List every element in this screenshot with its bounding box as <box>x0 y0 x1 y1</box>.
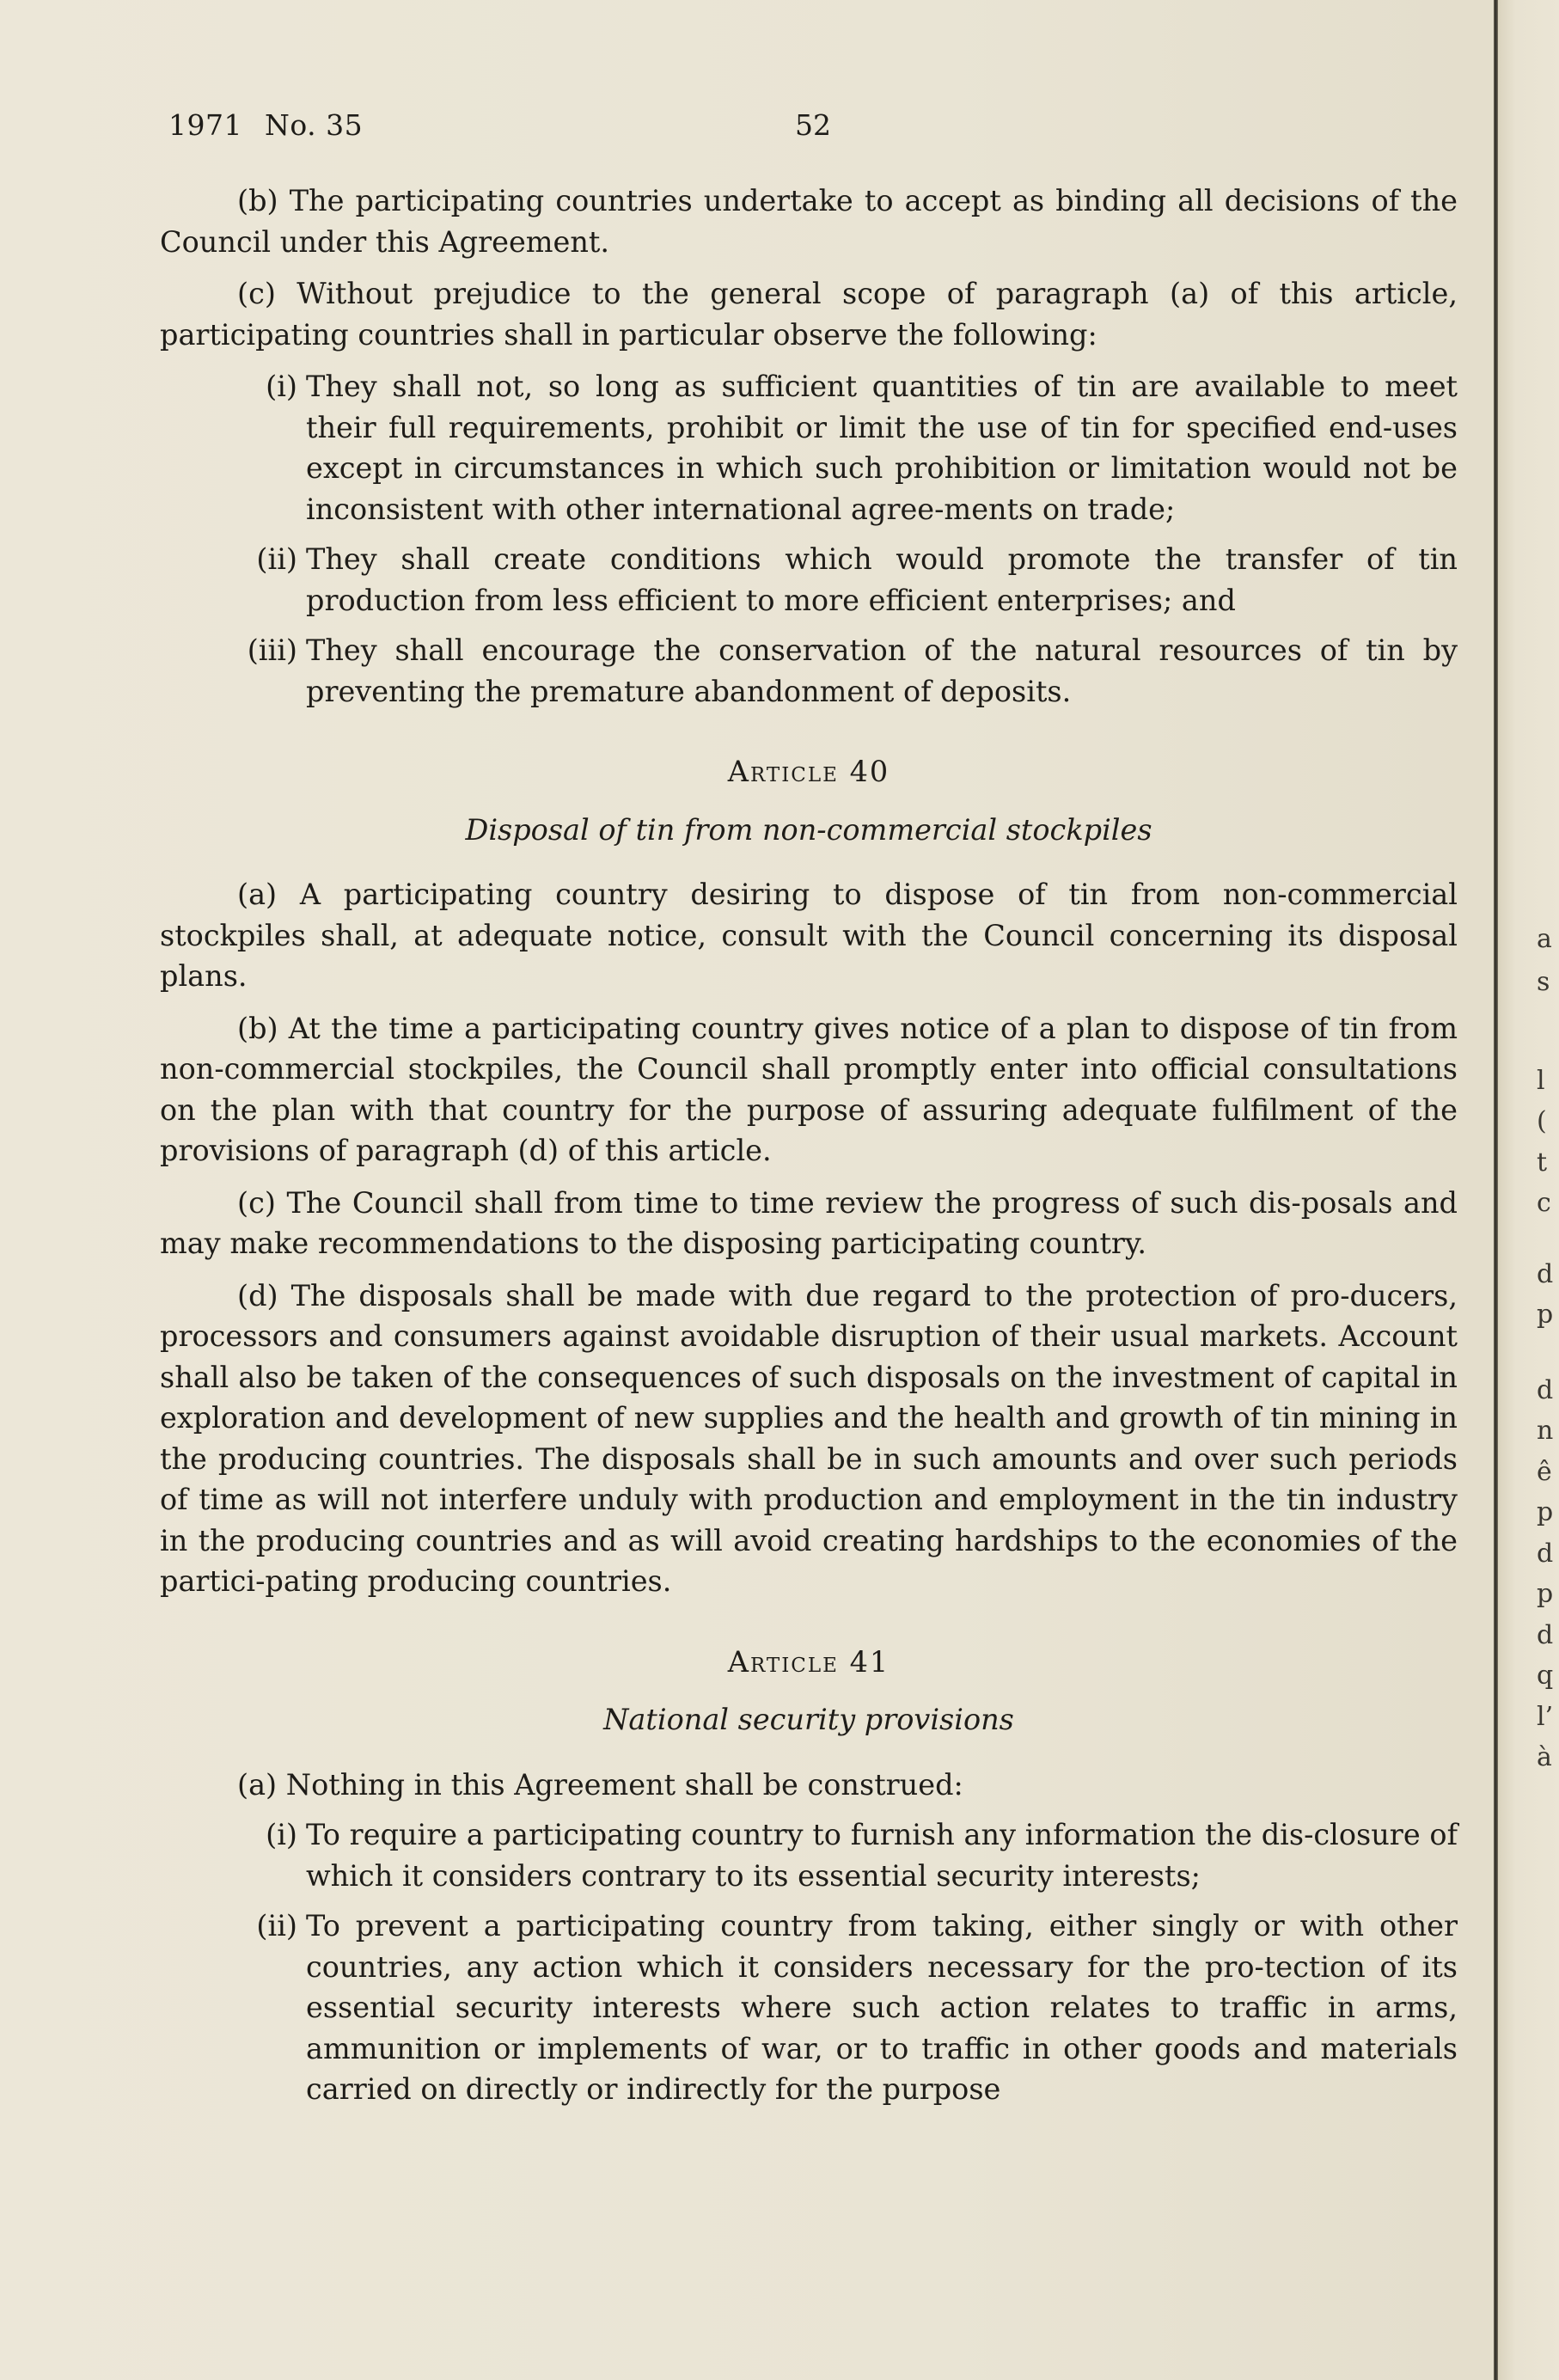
list-item-text: To prevent a participating country from taking, either singly or with other countries, any action which it considers necessary for the pro-tection of its essential security interests where such action relates to traffic in arms, ammunition or implements of war, or to traffic in other goods and materials carried on directly or indirectly for the purpose <box>306 1909 1458 2106</box>
header-number: No. 35 <box>264 108 364 142</box>
adjacent-page-letter: n <box>1537 1416 1554 1446</box>
list-item <box>160 366 1458 529</box>
page-header <box>168 108 363 142</box>
article-40-subtitle: Disposal of tin from non-commercial stockpiles <box>465 812 1152 847</box>
list-item <box>160 1906 1458 2110</box>
adjacent-page-letter: a <box>1537 924 1552 954</box>
list-item-number: (i) <box>266 370 297 403</box>
page-number: 52 <box>795 108 831 142</box>
header-year: 1971 <box>168 108 242 142</box>
paragraph-b: (b) The participating countries undertake to accept as binding all decisions of the Council under this Agreement. <box>160 184 1458 259</box>
adjacent-page-letter: p <box>1537 1300 1554 1330</box>
adjacent-page-letter: d <box>1537 1620 1554 1650</box>
list-item-number: (ii) <box>256 1909 297 1943</box>
adjacent-page-letter: c <box>1537 1188 1551 1218</box>
adjacent-page-letter: ( <box>1537 1106 1547 1136</box>
list-item <box>160 1814 1458 1896</box>
article-41-subtitle: National security provisions <box>603 1703 1014 1736</box>
page-fold <box>1494 0 1498 2380</box>
article-40-paragraph-d: (d) The disposals shall be made with due regard to the protection of pro-ducers, processors and consumers against avoidable disruption of their usual markets. Account shall also be taken of the consequences of such disposals on the investment of capital in exploration and development of new supplies and the health and growth of tin mining in the producing countries. The disposals shall be in such amounts and over such periods of time as will not interfere unduly with production and employment in the tin industry in the producing countries and as will avoid creating hardships to the economies of the partici-pating producing countries. <box>160 1278 1458 1598</box>
list-item-number: (ii) <box>256 542 297 576</box>
list-item <box>160 539 1458 621</box>
adjacent-page-letter: à <box>1537 1742 1552 1772</box>
document-body <box>160 180 1458 2120</box>
article-40-paragraph-a: (a) A participating country desiring to dispose of tin from non-commercial stockpiles shall, at adequate notice, consult with the Council concerning its disposal plans. <box>160 878 1458 993</box>
list-item-text: They shall create conditions which would promote the transfer of tin production from less efficient to more efficient enterprises; and <box>306 542 1458 617</box>
list-item <box>160 630 1458 712</box>
adjacent-page-letter: l <box>1537 1066 1545 1096</box>
list-item-text: They shall encourage the conservation of the natural resources of tin by preventing the premature abandonment of deposits. <box>306 633 1458 708</box>
article-40-paragraph-b: (b) At the time a participating country gives notice of a plan to dispose of tin from non-commercial stockpiles, the Council shall promptly enter into official consultations on the plan with that country for the purpose of assuring adequate fulfilment of the provisions of paragraph (d) of this article. <box>160 1011 1458 1167</box>
adjacent-page-letter: d <box>1537 1375 1554 1405</box>
list-item-text: They shall not, so long as sufficient quantities of tin are available to meet their full requirements, prohibit or limit the use of tin for specified end-uses except in circumstances in which such prohibition or limitation would not be inconsistent with other international agree-ments on trade; <box>306 370 1458 526</box>
adjacent-page-letter: d <box>1537 1539 1554 1569</box>
article-41-paragraph-a: (a) Nothing in this Agreement shall be construed: <box>237 1767 963 1802</box>
paragraph-c: (c) Without prejudice to the general scope of paragraph (a) of this article, participating countries shall in particular observe the following: <box>160 277 1458 352</box>
adjacent-page-letter: s <box>1537 967 1550 997</box>
adjacent-page-letter: q <box>1537 1661 1554 1691</box>
list-item-text: To require a participating country to furnish any information the dis-closure of which it considers contrary to its essential security interests; <box>306 1818 1458 1893</box>
adjacent-page-letter: l’ <box>1537 1702 1554 1732</box>
adjacent-page-letter: p <box>1537 1497 1554 1527</box>
adjacent-page-letter: ê <box>1537 1457 1552 1487</box>
adjacent-page-letter: t <box>1537 1147 1548 1178</box>
adjacent-page-letter: p <box>1537 1579 1554 1609</box>
article-40-paragraph-c: (c) The Council shall from time to time review the progress of such dis-posals and may make recommendations to the disposing participating country. <box>160 1185 1458 1260</box>
article-41-heading: Article 41 <box>727 1644 890 1679</box>
list-item-number: (iii) <box>247 633 297 667</box>
list-item-number: (i) <box>266 1818 297 1851</box>
article-40-heading: Article 40 <box>727 755 890 788</box>
adjacent-page-letter: d <box>1537 1259 1554 1289</box>
